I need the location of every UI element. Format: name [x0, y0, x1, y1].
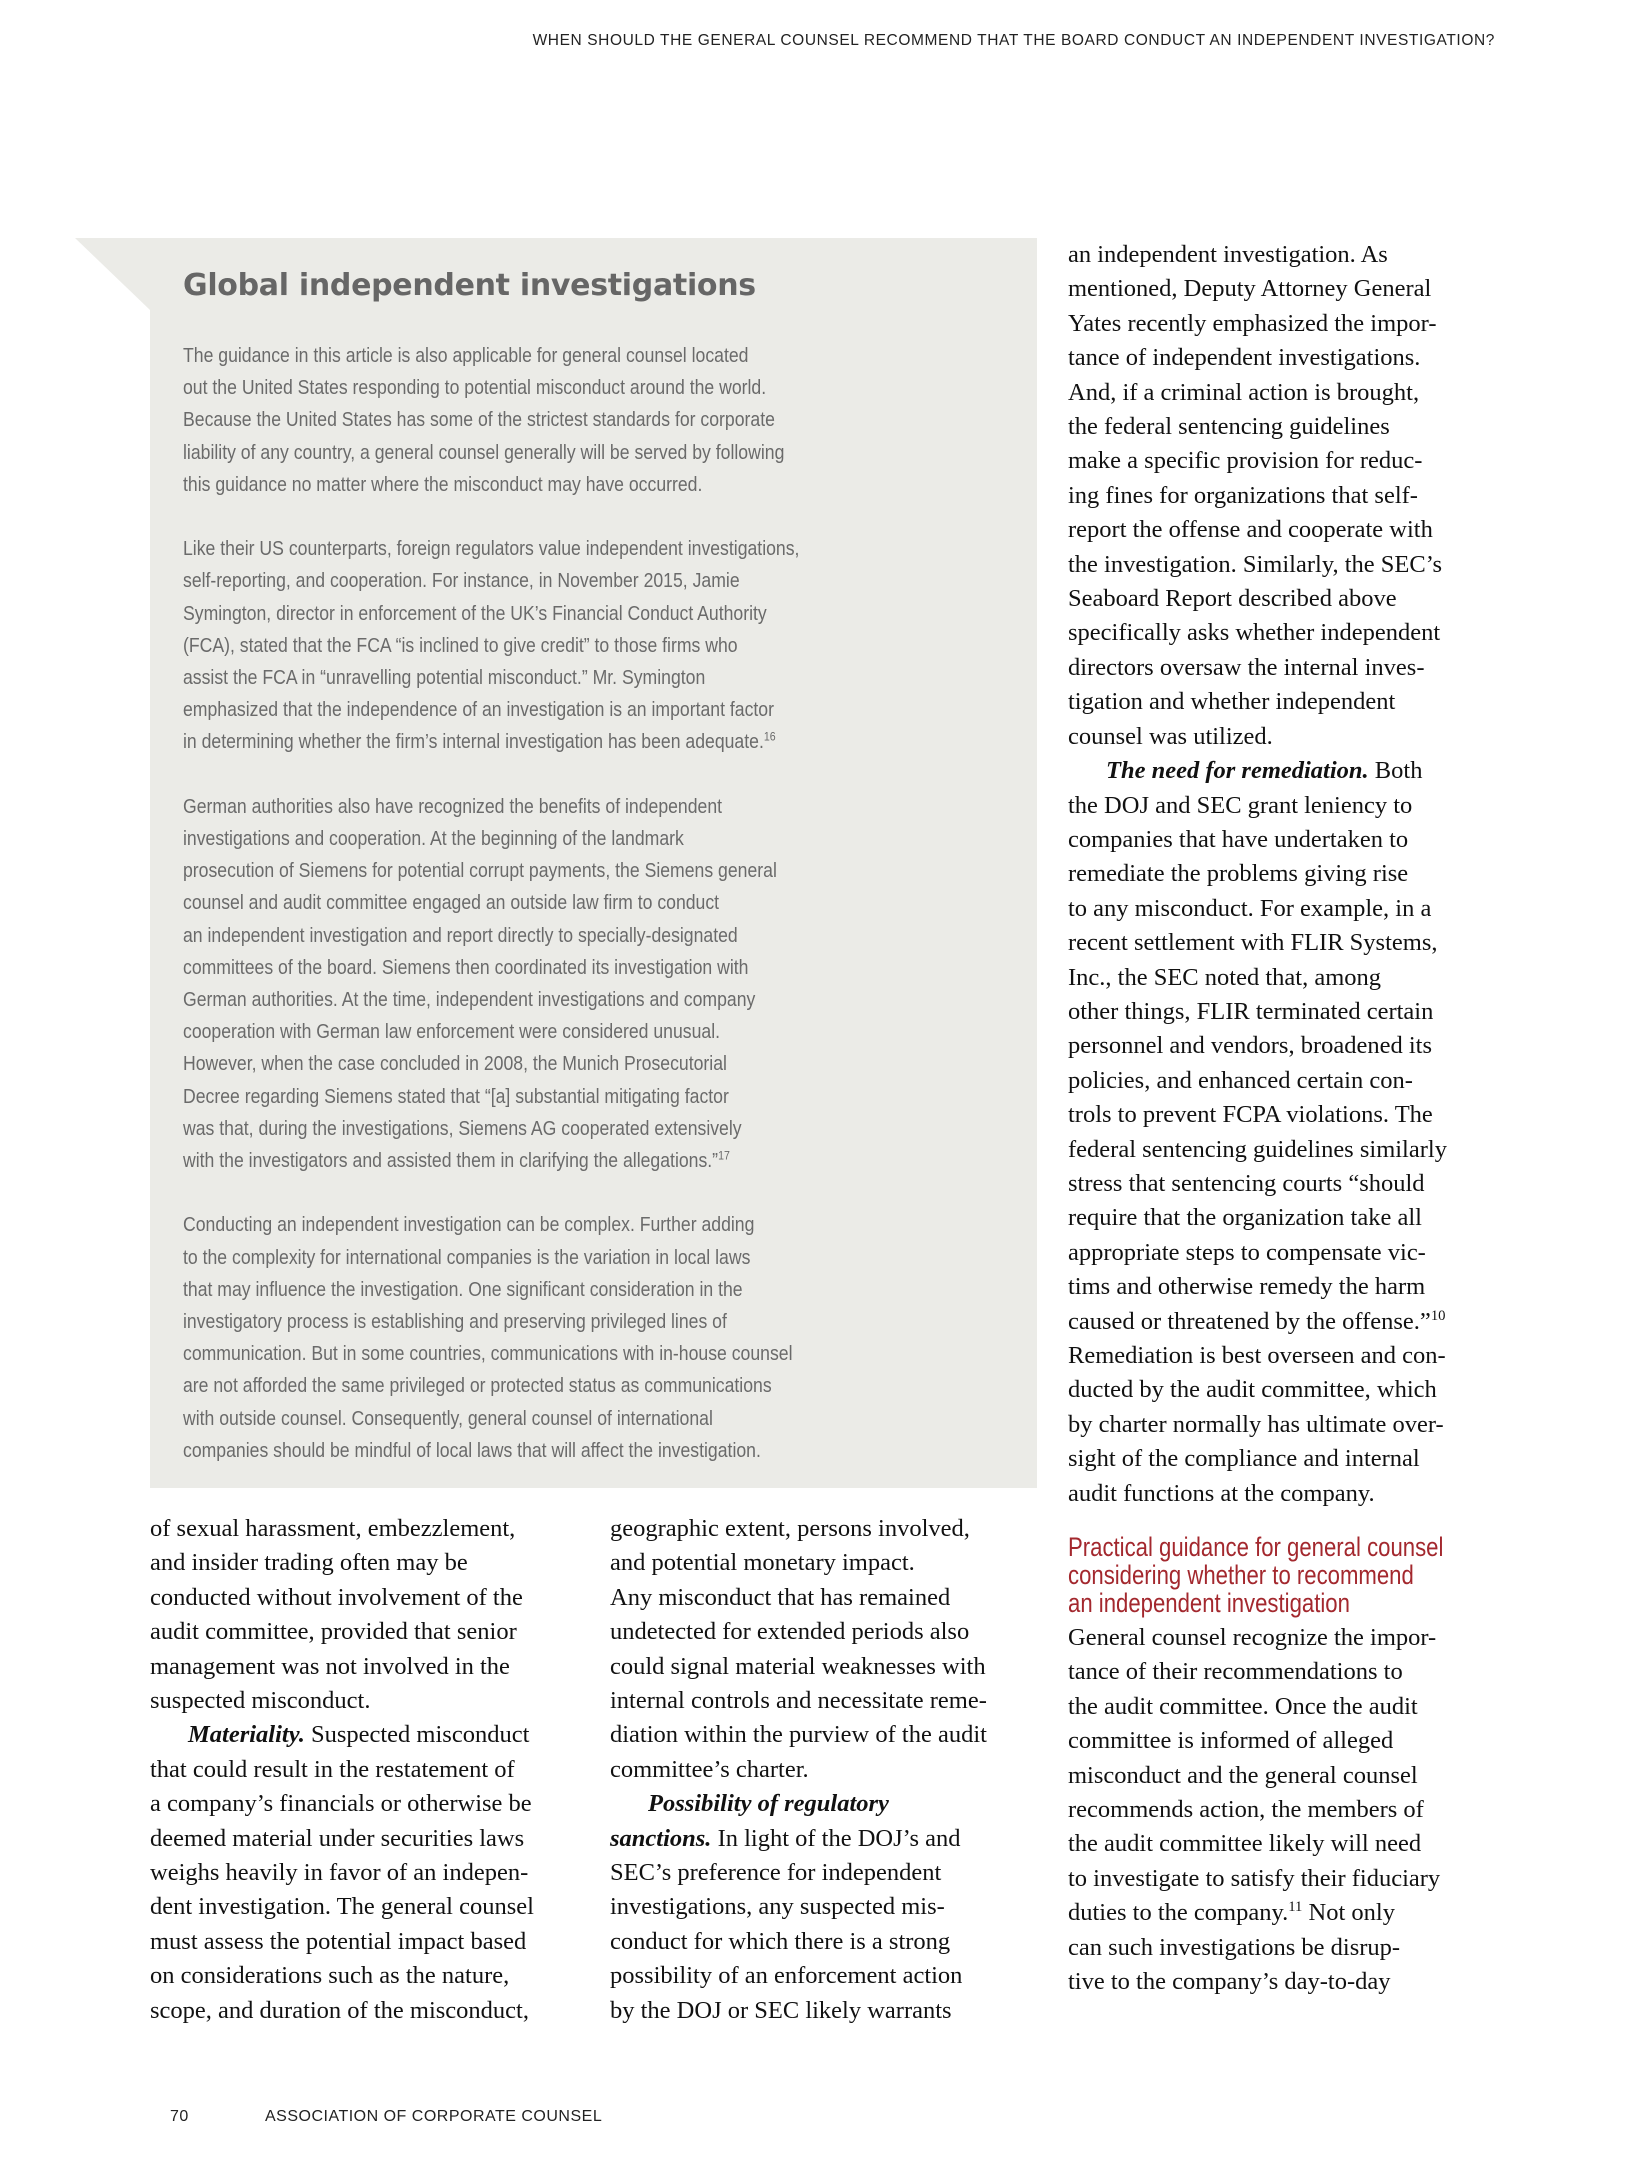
text-line	[183, 1145, 905, 1177]
sidebar-paragraph-1	[183, 340, 1023, 501]
left-column	[150, 1512, 580, 2028]
text-line: Seaboard Report described above	[1068, 585, 1397, 613]
text-line	[610, 1822, 1040, 1856]
text-line: misconduct and the general counsel	[1068, 1761, 1418, 1789]
text-line: report the offense and cooperate with	[1068, 516, 1433, 544]
text-fragment: In light of the DOJ’s and	[711, 1824, 961, 1852]
text-line: to the complexity for international companies is the variation in local laws	[183, 1245, 751, 1269]
text-line: tance of their recommendations to	[1068, 1658, 1403, 1686]
sidebar-title: Global independent investigations	[183, 268, 756, 303]
text-line	[183, 726, 905, 758]
sidebar-paragraph-2	[183, 533, 1023, 758]
text-line: of sexual harassment, embezzlement,	[150, 1515, 516, 1542]
text-line: Inc., the SEC noted that, among	[1068, 963, 1381, 991]
text-line: and potential monetary impact.	[610, 1549, 915, 1577]
paragraph-materiality	[150, 1718, 580, 2028]
sidebar-paragraph-3	[183, 791, 1023, 1177]
text-line: to investigate to satisfy their fiduciary	[1068, 1864, 1441, 1892]
text-line: deemed material under securities laws	[150, 1824, 525, 1852]
text-line: undetected for extended periods also	[610, 1618, 970, 1646]
text-line: could signal material weaknesses with	[610, 1652, 986, 1680]
page-number: 70	[170, 2108, 189, 2125]
text-line: internal controls and necessitate reme-	[610, 1687, 987, 1715]
middle-column	[610, 1512, 1040, 2028]
text-line: the audit committee likely will need	[1068, 1830, 1422, 1858]
text-line: Yates recently emphasized the impor-	[1068, 309, 1437, 337]
text-line: directors oversaw the internal inves-	[1068, 653, 1425, 681]
text-fragment: Both	[1368, 757, 1423, 785]
text-line: a company’s financials or otherwise be	[150, 1790, 532, 1818]
text-line	[150, 1718, 580, 1752]
text-line: communication. But in some countries, communications with in-house counsel	[183, 1342, 793, 1366]
text-line: management was not involved in the	[150, 1652, 510, 1680]
text-fragment: with the investigators and assisted them in clarifying the allegations.”	[183, 1149, 719, 1173]
text-line: German authorities. At the time, independent investigations and company	[183, 988, 756, 1012]
footnote-ref: 10	[1430, 1307, 1446, 1324]
text-line: recent settlement with FLIR Systems,	[1068, 929, 1438, 957]
text-line: counsel was utilized.	[1068, 722, 1273, 750]
text-line: recommends action, the members of	[1068, 1796, 1424, 1824]
text-line: audit committee, provided that senior	[150, 1618, 517, 1646]
text-line: make a specific provision for reduc-	[1068, 447, 1423, 475]
text-line: policies, and enhanced certain con-	[1068, 1066, 1413, 1094]
text-line: SEC’s preference for independent	[610, 1859, 942, 1887]
text-line: the audit committee. Once the audit	[1068, 1692, 1418, 1720]
text-line: And, if a criminal action is brought,	[1068, 378, 1420, 406]
text-line: emphasized that the independence of an investigation is an important factor	[183, 698, 774, 722]
text-line: audit functions at the company.	[1068, 1479, 1375, 1507]
text-line	[1068, 754, 1498, 788]
text-line: German authorities also have recognized the benefits of independent	[183, 794, 723, 818]
text-line: companies should be mindful of local laws that will affect the investigation.	[183, 1438, 761, 1462]
text-line: must assess the potential impact based	[150, 1927, 527, 1955]
text-line: geographic extent, persons involved,	[610, 1515, 970, 1542]
text-line: conducted without involvement of the	[150, 1583, 523, 1611]
sidebar-paragraph-4	[183, 1209, 1023, 1467]
run-in-heading: Materiality.	[188, 1721, 305, 1749]
text-line: ducted by the audit committee, which	[1068, 1376, 1437, 1404]
text-line	[1068, 1896, 1498, 1930]
text-line: mentioned, Deputy Attorney General	[1068, 275, 1432, 303]
text-line: trols to prevent FCPA violations. The	[1068, 1101, 1433, 1129]
text-line: Because the United States has some of the strictest standards for corporate	[183, 408, 775, 432]
text-line: Conducting an independent investigation can be complex. Further adding	[183, 1213, 755, 1237]
text-line: stress that sentencing courts “should	[1068, 1169, 1425, 1197]
text-line: dent investigation. The general counsel	[150, 1893, 534, 1921]
text-line: cooperation with German law enforcement were considered unusual.	[183, 1020, 721, 1044]
text-line: committee is informed of alleged	[1068, 1727, 1394, 1755]
text-line: investigations and cooperation. At the beginning of the landmark	[183, 827, 684, 851]
text-line: this guidance no matter where the misconduct may have occurred.	[183, 472, 703, 496]
text-line: on considerations such as the nature,	[150, 1962, 510, 1990]
heading-line: Practical guidance for general counsel	[1068, 1532, 1444, 1563]
text-line: tigation and whether independent	[1068, 688, 1396, 716]
text-line: the DOJ and SEC grant leniency to	[1068, 791, 1413, 819]
text-line: committee’s charter.	[610, 1755, 809, 1783]
text-line: Symington, director in enforcement of the UK’s Financial Conduct Authority	[183, 601, 767, 625]
publication-name: ASSOCIATION OF CORPORATE COUNSEL	[265, 2108, 603, 2125]
footnote-ref: 16	[763, 730, 776, 745]
running-head: WHEN SHOULD THE GENERAL COUNSEL RECOMMEND THAT THE BOARD CONDUCT AN INDEPENDENT INVESTIGATION?	[532, 32, 1495, 49]
footnote-ref: 11	[1288, 1899, 1303, 1916]
text-line: was that, during the investigations, Siemens AG cooperated extensively	[183, 1116, 742, 1140]
text-line: specifically asks whether independent	[1068, 619, 1441, 647]
paragraph-continuation	[150, 1512, 580, 1718]
text-line: (FCA), stated that the FCA “is inclined to give credit” to those firms who	[183, 633, 738, 657]
text-line: other things, FLIR terminated certain	[1068, 997, 1434, 1025]
text-line: suspected misconduct.	[150, 1687, 371, 1715]
text-line: tance of independent investigations.	[1068, 344, 1421, 372]
text-line: an independent investigation. As	[1068, 241, 1388, 268]
run-in-heading: Possibility of regulatory	[648, 1790, 889, 1818]
text-line: diation within the purview of the audit	[610, 1721, 987, 1749]
text-line: committees of the board. Siemens then coordinated its investigation with	[183, 955, 749, 979]
text-line: that could result in the restatement of	[150, 1755, 515, 1783]
paragraph-remediation	[1068, 754, 1498, 1511]
paragraph-regulatory-sanctions	[610, 1787, 1040, 2028]
text-line: that may influence the investigation. One significant consideration in the	[183, 1277, 743, 1301]
text-line: tims and otherwise remedy the harm	[1068, 1273, 1426, 1301]
text-line: are not afforded the same privileged or protected status as communications	[183, 1374, 772, 1398]
text-line: Decree regarding Siemens stated that “[a] substantial mitigating factor	[183, 1084, 729, 1108]
text-line: personnel and vendors, broadened its	[1068, 1032, 1432, 1060]
run-in-heading: The need for remediation.	[1106, 757, 1369, 785]
text-line: assist the FCA in “unravelling potential misconduct.” Mr. Symington	[183, 666, 706, 690]
text-line	[1068, 1305, 1498, 1339]
heading-line: an independent investigation	[1068, 1588, 1350, 1619]
text-line: scope, and duration of the misconduct,	[150, 1996, 529, 2024]
paragraph-continuation	[610, 1512, 1040, 1787]
text-line: by the DOJ or SEC likely warrants	[610, 1996, 952, 2024]
text-fragment: duties to the company.	[1068, 1899, 1289, 1927]
text-line: However, when the case concluded in 2008, the Munich Prosecutorial	[183, 1052, 727, 1076]
text-line: self-reporting, and cooperation. For instance, in November 2015, Jamie	[183, 569, 740, 593]
text-line: with outside counsel. Consequently, general counsel of international	[183, 1406, 713, 1430]
text-line: require that the organization take all	[1068, 1204, 1422, 1232]
text-line: Remediation is best overseen and con-	[1068, 1342, 1446, 1369]
paragraph-yates	[1068, 238, 1498, 754]
text-line: tive to the company’s day-to-day	[1068, 1968, 1391, 1996]
text-line: companies that have undertaken to	[1068, 825, 1409, 853]
text-line: prosecution of Siemens for potential corrupt payments, the Siemens general	[183, 859, 777, 883]
text-line: Like their US counterparts, foreign regulators value independent investigations,	[183, 537, 800, 561]
text-line: out the United States responding to potential misconduct around the world.	[183, 376, 767, 400]
text-line: possibility of an enforcement action	[610, 1962, 963, 1990]
text-line: counsel and audit committee engaged an outside law firm to conduct	[183, 891, 720, 915]
text-line: General counsel recognize the impor-	[1068, 1624, 1437, 1652]
right-column	[1068, 238, 1498, 2000]
text-line: an independent investigation and report directly to specially-designated	[183, 923, 738, 947]
text-fragment: Not only	[1302, 1899, 1395, 1927]
section-heading-practical-guidance	[1068, 1533, 1498, 1617]
paragraph-guidance	[1068, 1621, 1498, 1999]
text-line: remediate the problems giving rise	[1068, 860, 1409, 888]
text-line: The guidance in this article is also applicable for general counsel located	[183, 344, 749, 367]
text-line: Any misconduct that has remained	[610, 1583, 951, 1611]
text-fragment: in determining whether the firm’s internal investigation has been adequate.	[183, 730, 764, 754]
sidebar-body	[183, 340, 1023, 1499]
run-in-heading: sanctions.	[610, 1824, 712, 1852]
text-line: ing fines for organizations that self-	[1068, 481, 1418, 509]
text-line: by charter normally has ultimate over-	[1068, 1410, 1444, 1438]
page-footer	[170, 2108, 602, 2126]
text-line: investigations, any suspected mis-	[610, 1893, 945, 1921]
text-line: to any misconduct. For example, in a	[1068, 894, 1432, 922]
text-line: appropriate steps to compensate vic-	[1068, 1238, 1426, 1266]
text-line: liability of any country, a general counsel generally will be served by following	[183, 440, 785, 464]
footnote-ref: 17	[718, 1148, 730, 1163]
text-line: the federal sentencing guidelines	[1068, 413, 1390, 441]
text-fragment: Suspected misconduct	[304, 1721, 530, 1749]
text-line: investigatory process is establishing and preserving privileged lines of	[183, 1310, 727, 1334]
text-line: can such investigations be disrup-	[1068, 1933, 1401, 1961]
text-line: the investigation. Similarly, the SEC’s	[1068, 550, 1443, 578]
heading-line: considering whether to recommend	[1068, 1560, 1414, 1591]
text-line: conduct for which there is a strong	[610, 1927, 951, 1955]
text-line: sight of the compliance and internal	[1068, 1445, 1420, 1473]
text-line: federal sentencing guidelines similarly	[1068, 1135, 1447, 1163]
text-line: and insider trading often may be	[150, 1549, 468, 1577]
text-fragment: caused or threatened by the offense.”	[1068, 1307, 1431, 1335]
text-line: weighs heavily in favor of an indepen-	[150, 1859, 529, 1887]
